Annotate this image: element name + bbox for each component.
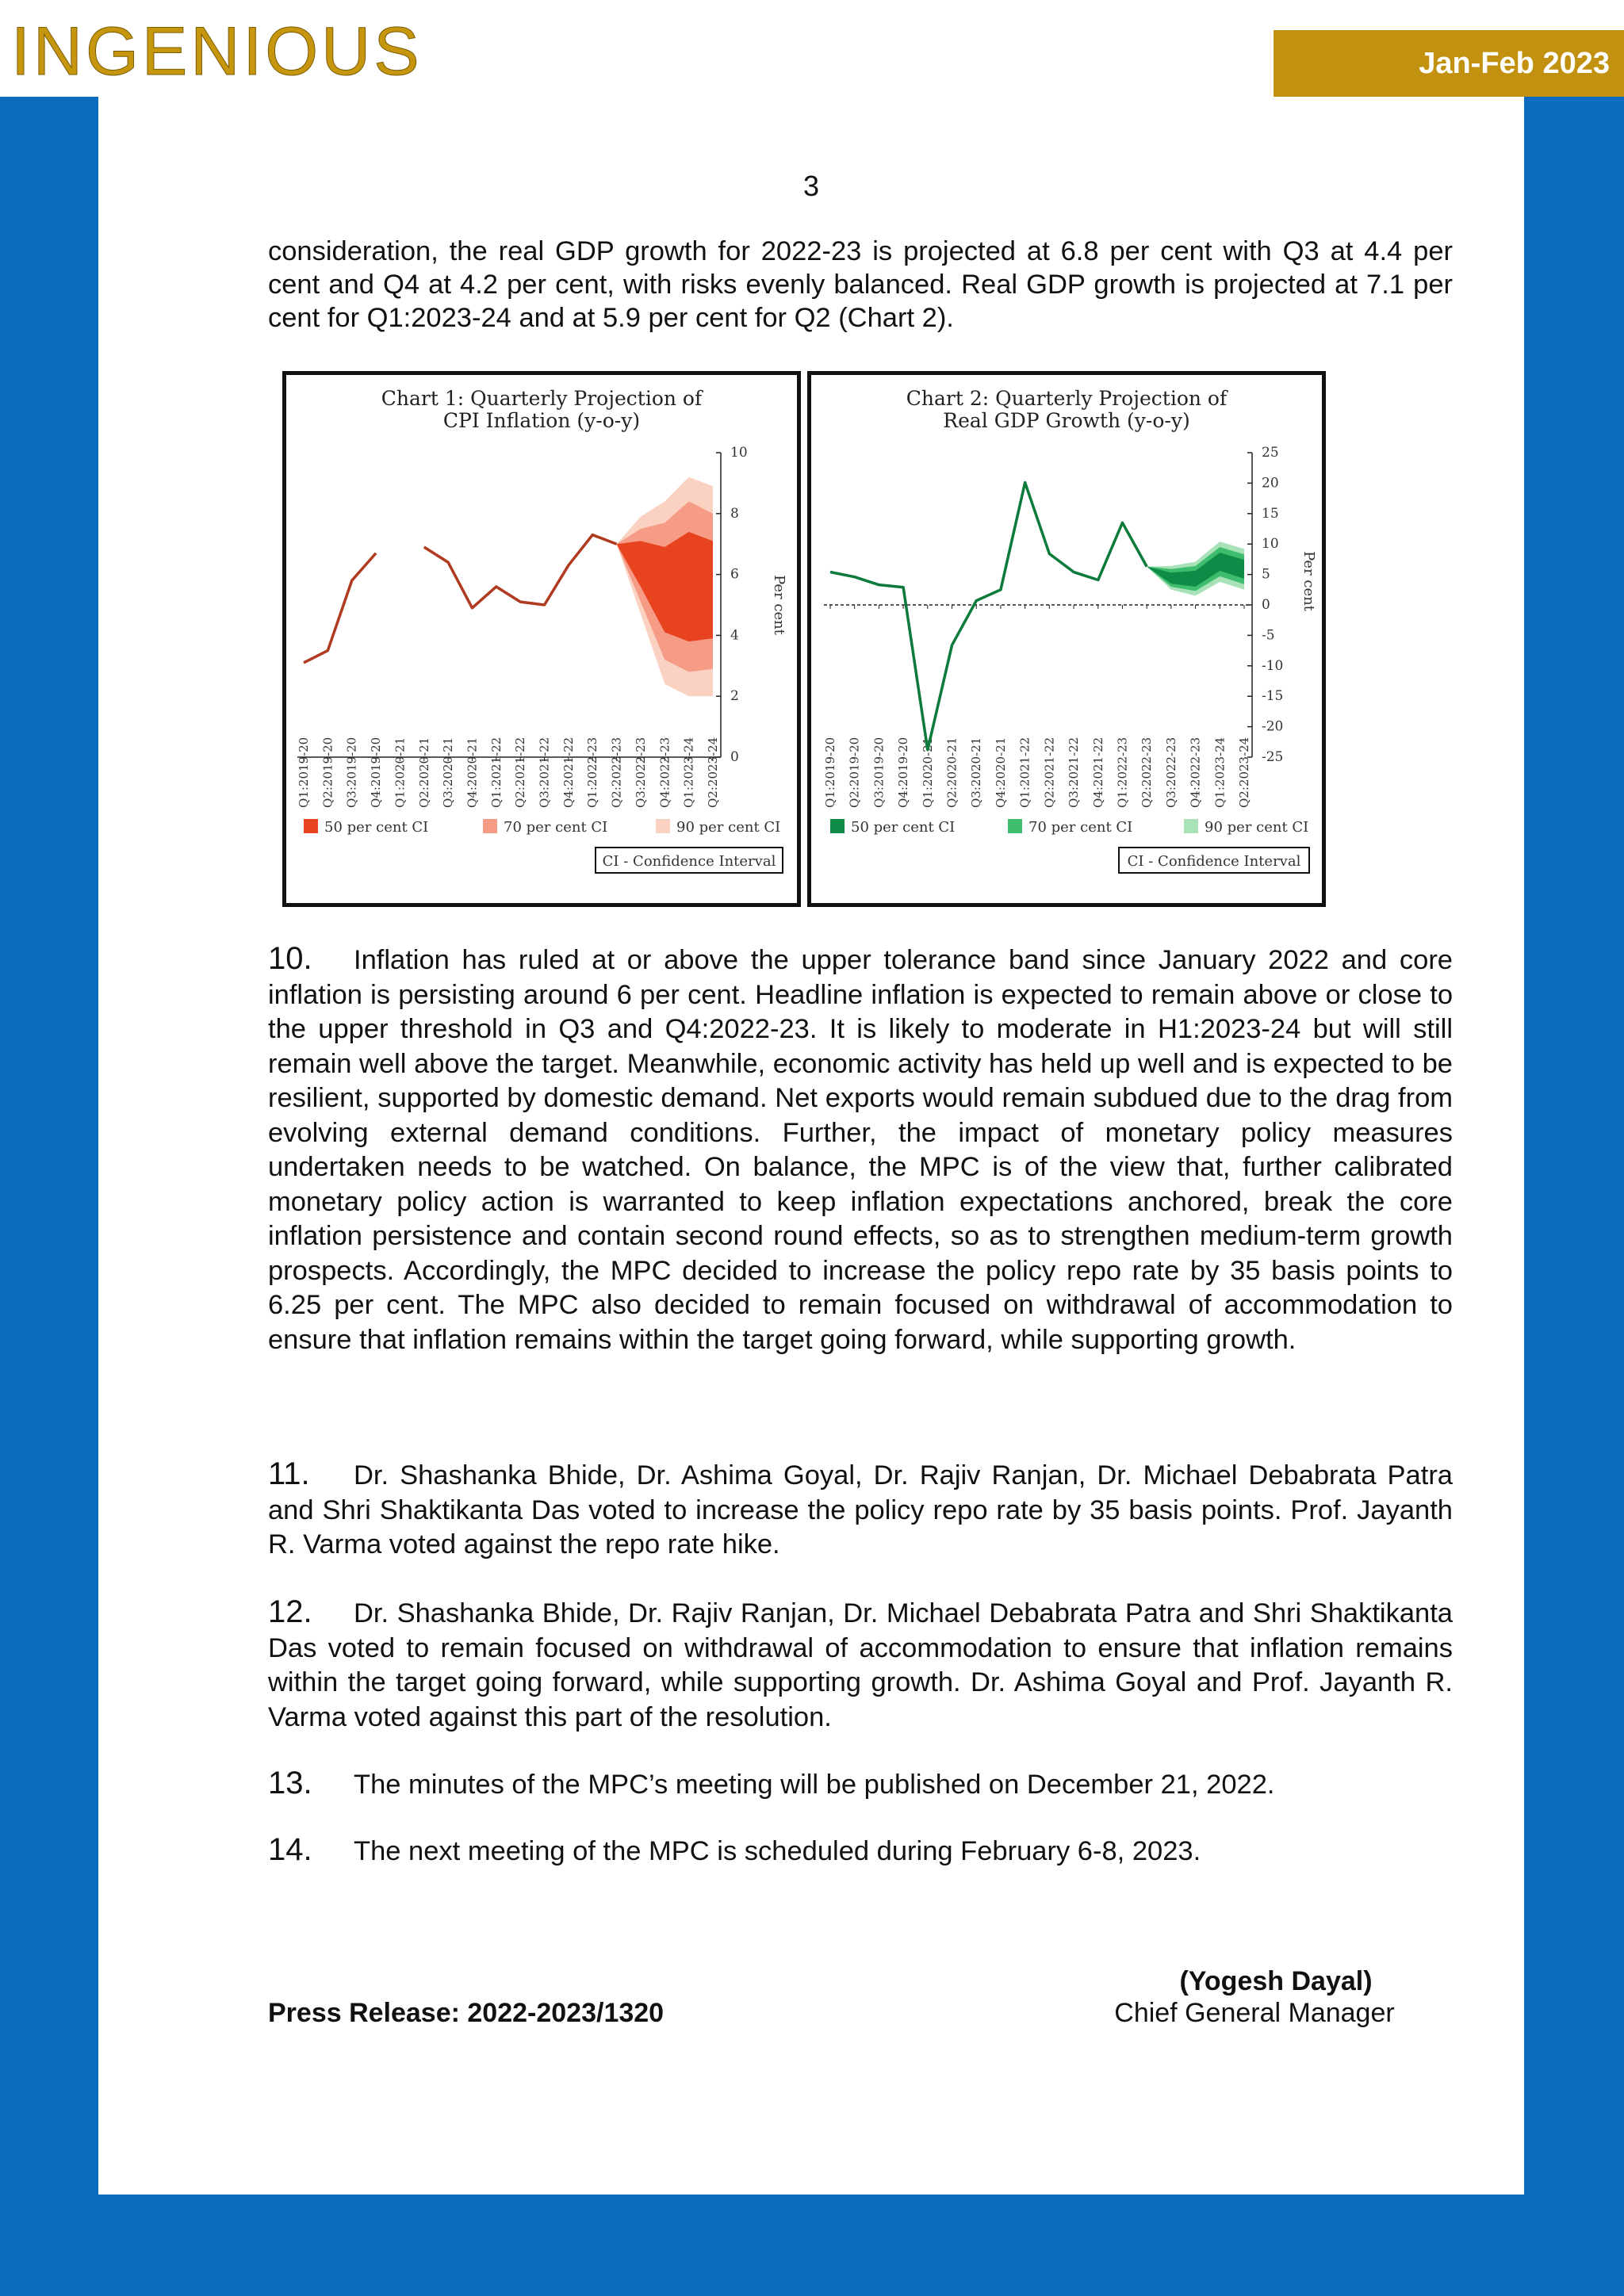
paragraph-12 [268, 1595, 1453, 1735]
series-line [830, 483, 1147, 750]
ci-note: CI - Confidence Interval [602, 853, 776, 870]
chart-cpi-inflation [282, 371, 801, 907]
x-tick-label: Q3:2020-21 [969, 737, 984, 808]
issue-date-badge: Jan-Feb 2023 [1274, 30, 1624, 97]
x-tick-label: Q1:2023-24 [1212, 737, 1228, 808]
x-tick-label: Q3:2019-20 [344, 737, 359, 808]
paragraph-text: Inflation has ruled at or above the upper tolerance band since January 2022 and core inflation is persisting around 6 per cent. Headline inflation is expected to remain above or close to the upper threshold in Q3 and Q4:2022-23. It is likely to moderate in H1:2023-24 but will still remain well above the target. Meanwhile, economic activity has held up well and is expected to be resilient, supported by domestic demand. Net exports would remain subdued due to the drag from evolving external demand conditions. Further, the impact of monetary policy measures undertaken needs to be watched. On balance, the MPC is of the view that, further calibrated monetary policy action is warranted to keep inflation expectations anchored, break the core inflation persistence and contain second round effects, so as to strengthen medium-term growth prospects. Accordingly, the MPC decided to increase the policy repo rate by 35 basis points to 6.25 per cent. The MPC also decided to remain focused on withdrawal of accommodation to ensure that inflation remains within the target going forward, while supporting growth. [268, 945, 1453, 1355]
x-tick-label: Q2:2020-21 [416, 737, 431, 808]
legend-50: 50 per cent CI [851, 819, 956, 836]
paragraph-text: The next meeting of the MPC is scheduled during February 6-8, 2023. [354, 1836, 1201, 1866]
x-tick-label: Q1:2022-23 [1115, 737, 1130, 808]
y-tick-label: 5 [1262, 566, 1270, 583]
y-tick-label: -15 [1262, 688, 1284, 705]
paragraph-text: Dr. Shashanka Bhide, Dr. Rajiv Ranjan, Dr. Michael Debabrata Patra and Shri Shaktikanta Das voted to remain focused on withdrawal of accommodation to ensure that inflation remains within the target going forward, while supporting growth. Dr. Ashima Goyal and Prof. Jayanth R. Varma voted against this part of the resolution. [268, 1598, 1453, 1732]
x-tick-label: Q2:2021-22 [513, 737, 528, 808]
y-tick-label: -10 [1262, 657, 1284, 674]
paragraph-text: The minutes of the MPC’s meeting will be published on December 21, 2022. [354, 1770, 1275, 1800]
y-tick-label: 4 [730, 627, 739, 644]
legend-swatch-50 [830, 819, 845, 833]
x-tick-label: Q2:2019-20 [320, 737, 335, 808]
x-tick-label: Q3:2022-23 [633, 737, 648, 808]
x-tick-label: Q1:2020-21 [393, 737, 408, 808]
chart-title-line1: Chart 1: Quarterly Projection of [381, 387, 703, 410]
x-tick-label: Q3:2021-22 [537, 737, 552, 808]
legend-swatch-90 [1184, 819, 1198, 833]
x-tick-label: Q2:2022-23 [1139, 737, 1155, 808]
legend-70: 70 per cent CI [504, 819, 608, 836]
x-tick-label: Q1:2020-21 [920, 737, 935, 808]
x-tick-label: Q2:2022-23 [609, 737, 624, 808]
x-tick-label: Q4:2021-22 [1090, 737, 1105, 808]
ci-note: CI - Confidence Interval [1127, 853, 1301, 870]
y-tick-label: -5 [1262, 627, 1275, 644]
legend-50: 50 per cent CI [324, 819, 429, 836]
x-tick-label: Q2:2021-22 [1042, 737, 1057, 808]
series-line [304, 553, 376, 663]
x-tick-label: Q3:2020-21 [441, 737, 456, 808]
chart-title-line2: CPI Inflation (y-o-y) [442, 409, 641, 432]
y-tick-label: 8 [730, 505, 739, 522]
paragraph-text: Dr. Shashanka Bhide, Dr. Ashima Goyal, Dr. Rajiv Ranjan, Dr. Michael Debabrata Patra and Shri Shaktikanta Das voted to increase the policy repo rate by 35 basis points. Prof. Jayanth R. Varma voted against the repo rate hike. [268, 1460, 1453, 1559]
x-tick-label: Q4:2019-20 [369, 737, 384, 808]
y-tick-label: 10 [1262, 536, 1279, 553]
gdp-growth-chart-svg [811, 375, 1322, 903]
y-tick-label: 0 [730, 749, 739, 765]
x-tick-label: Q4:2021-22 [561, 737, 576, 808]
legend-70: 70 per cent CI [1028, 819, 1133, 836]
y-tick-label: 6 [730, 566, 739, 583]
legend-swatch-50 [304, 819, 318, 833]
series-line [424, 535, 617, 608]
chart-title-line2: Real GDP Growth (y-o-y) [943, 409, 1190, 432]
y-tick-label: 15 [1262, 505, 1279, 522]
x-tick-label: Q4:2019-20 [896, 737, 911, 808]
y-axis-label: Per cent [1300, 551, 1317, 611]
x-tick-label: Q1:2019-20 [823, 737, 837, 808]
x-tick-label: Q1:2022-23 [585, 737, 600, 808]
x-tick-label: Q2:2023-24 [706, 737, 720, 808]
paragraph-10 [268, 942, 1453, 1357]
y-tick-label: 10 [730, 445, 748, 461]
legend-swatch-70 [483, 819, 497, 833]
y-tick-label: -20 [1262, 718, 1284, 735]
paragraph-number: 12. [268, 1594, 312, 1629]
fan-50-band [617, 532, 713, 641]
paragraph-number: 10. [268, 941, 312, 976]
x-tick-label: Q3:2021-22 [1067, 737, 1082, 808]
paragraph-number: 11. [268, 1456, 310, 1491]
paragraph-number: 13. [268, 1766, 312, 1800]
chart-title-line1: Chart 2: Quarterly Projection of [906, 387, 1228, 410]
intro-paragraph: consideration, the real GDP growth for 2022-23 is projected at 6.8 per cent with Q3 at 4.4 per cent and Q4 at 4.2 per cent, with risks evenly balanced. Real GDP growth is projected at 7.1 per cent for Q1:2023-24 and at 5.9 per cent for Q2 (Chart 2). [268, 236, 1453, 333]
y-tick-label: 0 [1262, 597, 1270, 613]
x-tick-label: Q3:2019-20 [871, 737, 887, 808]
page-number: 3 [802, 170, 820, 202]
x-tick-label: Q2:2019-20 [847, 737, 862, 808]
y-tick-label: 20 [1262, 475, 1279, 492]
x-tick-label: Q4:2022-23 [1188, 737, 1203, 808]
legend-swatch-70 [1008, 819, 1022, 833]
x-tick-label: Q1:2021-22 [1017, 737, 1032, 808]
paragraph-13 [268, 1766, 1453, 1803]
legend-90: 90 per cent CI [1205, 819, 1309, 836]
press-release-number: Press Release: 2022-2023/1320 [268, 1998, 665, 2028]
y-tick-label: -25 [1262, 749, 1284, 765]
signatory-title: Chief General Manager [1114, 1998, 1395, 2028]
x-tick-label: Q2:2023-24 [1237, 737, 1251, 808]
legend-90: 90 per cent CI [676, 819, 781, 836]
x-tick-label: Q4:2020-21 [465, 737, 480, 808]
cpi-inflation-chart-svg [286, 375, 797, 903]
chart-gdp-growth [807, 371, 1326, 907]
y-tick-label: 2 [730, 688, 739, 705]
x-tick-label: Q1:2021-22 [488, 737, 504, 808]
x-tick-label: Q3:2022-23 [1163, 737, 1178, 808]
x-tick-label: Q2:2020-21 [944, 737, 959, 808]
header-banner [0, 0, 1624, 97]
x-tick-label: Q4:2020-21 [993, 737, 1008, 808]
x-tick-label: Q1:2019-20 [297, 737, 311, 808]
y-axis-label: Per cent [771, 575, 787, 635]
brand-logo: INGENIOUS [11, 13, 423, 90]
legend-swatch-90 [656, 819, 670, 833]
signatory-name: (Yogesh Dayal) [1179, 1966, 1373, 1996]
x-tick-label: Q4:2022-23 [657, 737, 672, 808]
paragraph-14 [268, 1833, 1453, 1869]
paragraph-number: 14. [268, 1832, 312, 1867]
y-tick-label: 25 [1262, 445, 1279, 461]
paragraph-11 [268, 1457, 1453, 1563]
x-tick-label: Q1:2023-24 [681, 737, 696, 808]
document-page [98, 97, 1524, 2195]
